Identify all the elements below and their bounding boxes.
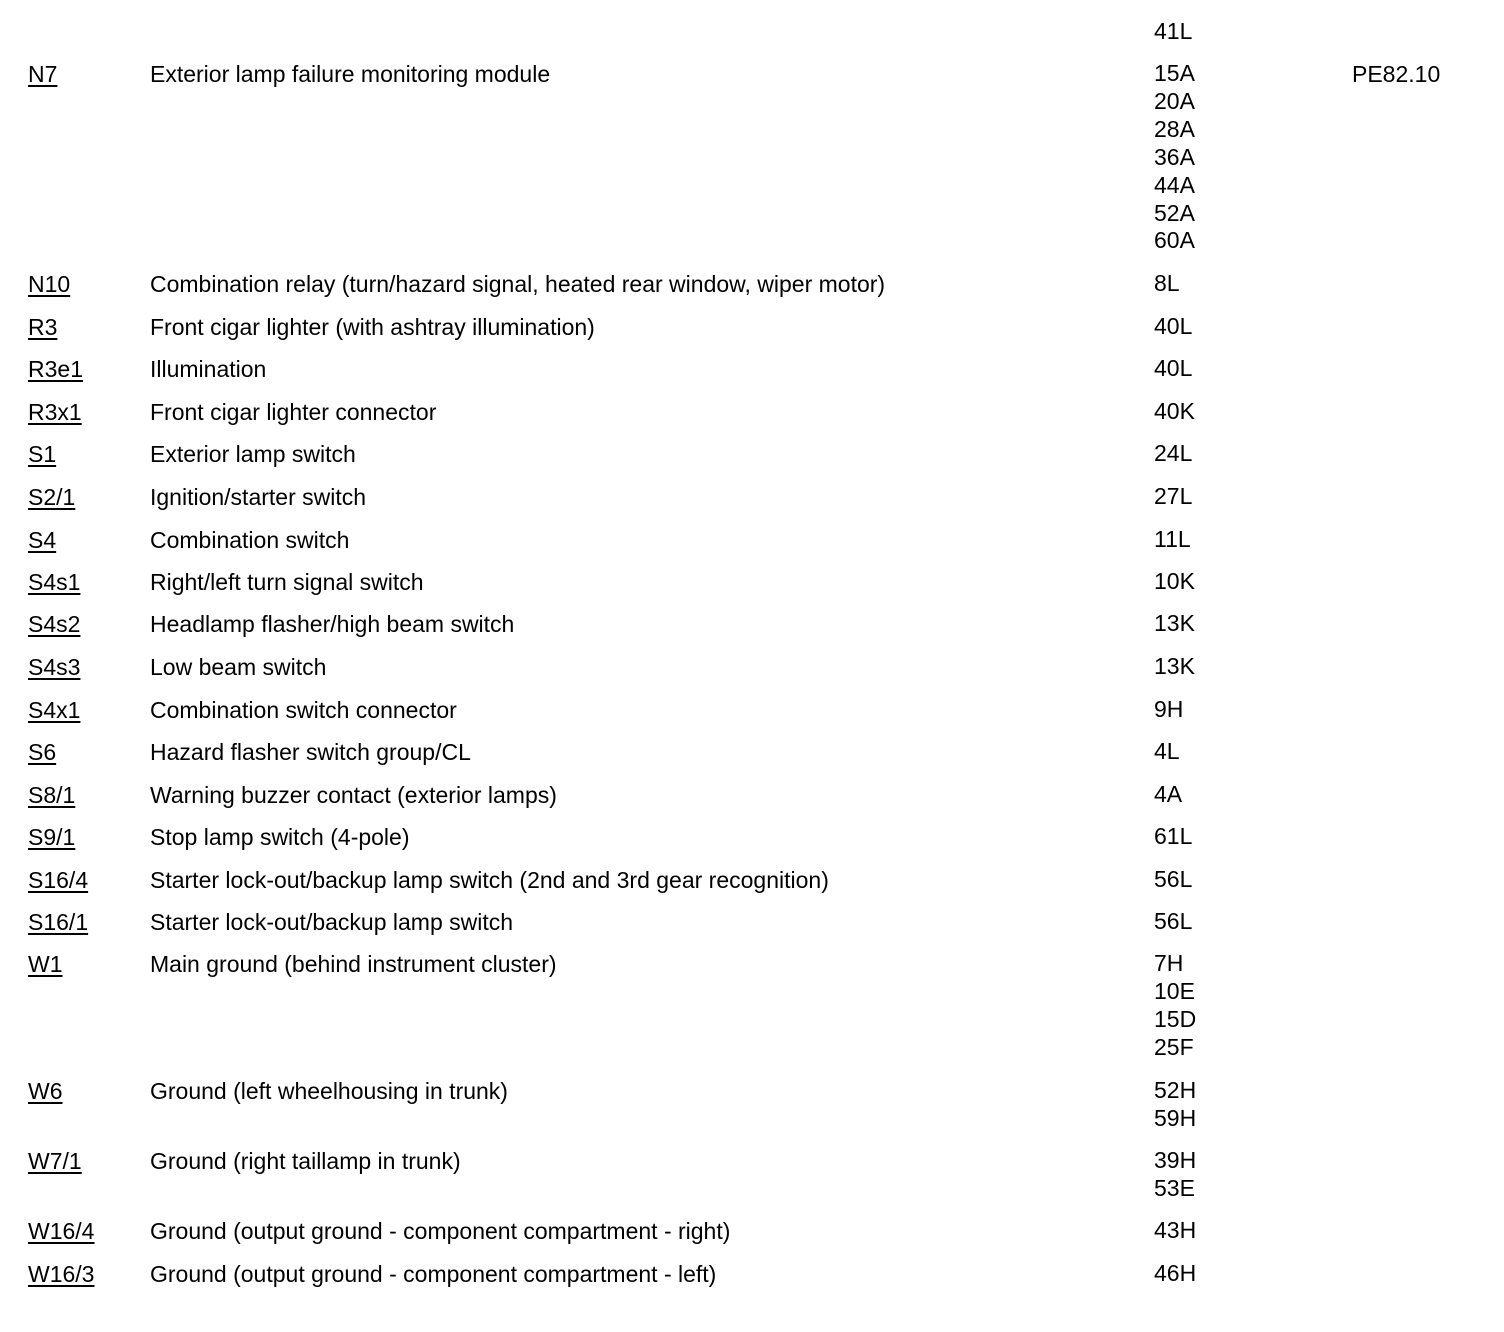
- grid-location: 13K: [1154, 653, 1195, 679]
- location-list: [1154, 355, 1274, 383]
- grid-location: 10K: [1154, 568, 1195, 594]
- component-description: Ground (left wheelhousing in trunk): [150, 1078, 508, 1104]
- component-code-link[interactable]: W16/4: [28, 1218, 95, 1244]
- location-list: [1154, 908, 1274, 936]
- location-list: [1154, 526, 1274, 554]
- grid-location: 4A: [1154, 781, 1183, 807]
- location-list: [1154, 568, 1274, 596]
- grid-location: 60A: [1154, 227, 1195, 254]
- location-list: [1154, 60, 1274, 255]
- component-code-link[interactable]: S16/4: [28, 867, 89, 893]
- grid-location: 61L: [1154, 823, 1193, 849]
- component-code-link[interactable]: S9/1: [28, 824, 76, 850]
- grid-location: 28A: [1154, 115, 1195, 142]
- component-code-link[interactable]: W7/1: [28, 1148, 82, 1174]
- component-description: Exterior lamp switch: [150, 441, 356, 467]
- location-list: [1154, 483, 1274, 511]
- grid-location: 4L: [1154, 738, 1180, 764]
- component-code-link[interactable]: R3: [28, 314, 58, 340]
- location-list: [1154, 270, 1274, 298]
- component-description: Front cigar lighter (with ashtray illumination): [150, 314, 595, 340]
- location-list: [1154, 696, 1274, 724]
- component-code-link[interactable]: S2/1: [28, 484, 76, 510]
- grid-location: 13K: [1154, 610, 1195, 636]
- component-description: Front cigar lighter connector: [150, 399, 437, 425]
- grid-location: 53E: [1154, 1174, 1195, 1201]
- grid-location: 46H: [1154, 1260, 1197, 1286]
- grid-location: 9H: [1154, 696, 1184, 722]
- component-code-link[interactable]: S4s2: [28, 611, 81, 637]
- component-description: Starter lock-out/backup lamp switch (2nd and 3rd gear recognition): [150, 867, 829, 893]
- component-code-link[interactable]: S8/1: [28, 782, 76, 808]
- location-list: [1154, 781, 1274, 809]
- location-list: [1154, 313, 1274, 341]
- grid-location: 11L: [1154, 526, 1191, 552]
- grid-location: 52H: [1154, 1077, 1197, 1103]
- location-list: [1154, 610, 1274, 638]
- component-code-link[interactable]: S1: [28, 441, 57, 467]
- grid-location: 43H: [1154, 1217, 1197, 1243]
- grid-location: 15A: [1154, 60, 1195, 86]
- component-code-link[interactable]: S4x1: [28, 697, 81, 723]
- location-list: [1154, 823, 1274, 851]
- component-description: Combination switch connector: [150, 697, 457, 723]
- grid-location: 44A: [1154, 171, 1195, 198]
- component-code-link[interactable]: W1: [28, 951, 63, 977]
- grid-location: 56L: [1154, 866, 1193, 892]
- component-description: Headlamp flasher/high beam switch: [150, 611, 515, 637]
- grid-location: 27L: [1154, 483, 1193, 509]
- component-code-link[interactable]: N7: [28, 61, 58, 87]
- location-list: [1154, 18, 1274, 46]
- component-code-link[interactable]: W6: [28, 1078, 63, 1104]
- grid-location: 39H: [1154, 1147, 1197, 1173]
- component-code-link[interactable]: S4: [28, 527, 57, 553]
- grid-location: 24L: [1154, 440, 1193, 466]
- component-description: Warning buzzer contact (exterior lamps): [150, 782, 557, 808]
- grid-location: 8L: [1154, 270, 1180, 296]
- component-description: Ground (right taillamp in trunk): [150, 1148, 461, 1174]
- location-list: [1154, 950, 1274, 1062]
- location-list: [1154, 653, 1274, 681]
- location-list: [1154, 1217, 1274, 1245]
- component-description: Low beam switch: [150, 654, 327, 680]
- component-description: Combination relay (turn/hazard signal, heated rear window, wiper motor): [150, 271, 886, 297]
- component-code-link[interactable]: S4s3: [28, 654, 81, 680]
- grid-location: 52A: [1154, 199, 1195, 226]
- grid-location: 40L: [1154, 355, 1193, 381]
- grid-location: 25F: [1154, 1033, 1194, 1060]
- location-list: [1154, 440, 1274, 468]
- component-code-link[interactable]: S6: [28, 739, 57, 765]
- component-description: Main ground (behind instrument cluster): [150, 951, 557, 977]
- component-code-link[interactable]: R3x1: [28, 399, 82, 425]
- location-list: [1154, 398, 1274, 426]
- diagram-reference: PE82.10: [1352, 61, 1441, 87]
- grid-location: 20A: [1154, 87, 1195, 114]
- grid-location: 36A: [1154, 143, 1195, 170]
- component-description: Ground (output ground - component compartment - left): [150, 1261, 717, 1287]
- component-description: Ground (output ground - component compartment - right): [150, 1218, 731, 1244]
- component-description: Starter lock-out/backup lamp switch: [150, 909, 514, 935]
- component-code-link[interactable]: N10: [28, 271, 71, 297]
- location-list: [1154, 738, 1274, 766]
- component-code-link[interactable]: R3e1: [28, 356, 83, 382]
- component-description: Exterior lamp failure monitoring module: [150, 61, 551, 87]
- location-list: [1154, 866, 1274, 894]
- component-description: Right/left turn signal switch: [150, 569, 424, 595]
- component-description: Ignition/starter switch: [150, 484, 367, 510]
- grid-location: 7H: [1154, 950, 1184, 976]
- component-description: Hazard flasher switch group/CL: [150, 739, 471, 765]
- location-list: [1154, 1147, 1274, 1203]
- grid-location: 10E: [1154, 977, 1195, 1004]
- grid-location: 59H: [1154, 1104, 1197, 1131]
- grid-location: 15D: [1154, 1005, 1197, 1032]
- component-code-link[interactable]: S4s1: [28, 569, 81, 595]
- grid-location: 56L: [1154, 908, 1193, 934]
- grid-location: 40L: [1154, 313, 1193, 339]
- component-description: Stop lamp switch (4-pole): [150, 824, 410, 850]
- grid-location: 40K: [1154, 398, 1195, 424]
- component-description: Illumination: [150, 356, 267, 382]
- location-list: [1154, 1260, 1274, 1288]
- grid-location: 41L: [1154, 18, 1193, 44]
- component-description: Combination switch: [150, 527, 350, 553]
- component-code-link[interactable]: S16/1: [28, 909, 89, 935]
- location-list: [1154, 1077, 1274, 1133]
- component-code-link[interactable]: W16/3: [28, 1261, 95, 1287]
